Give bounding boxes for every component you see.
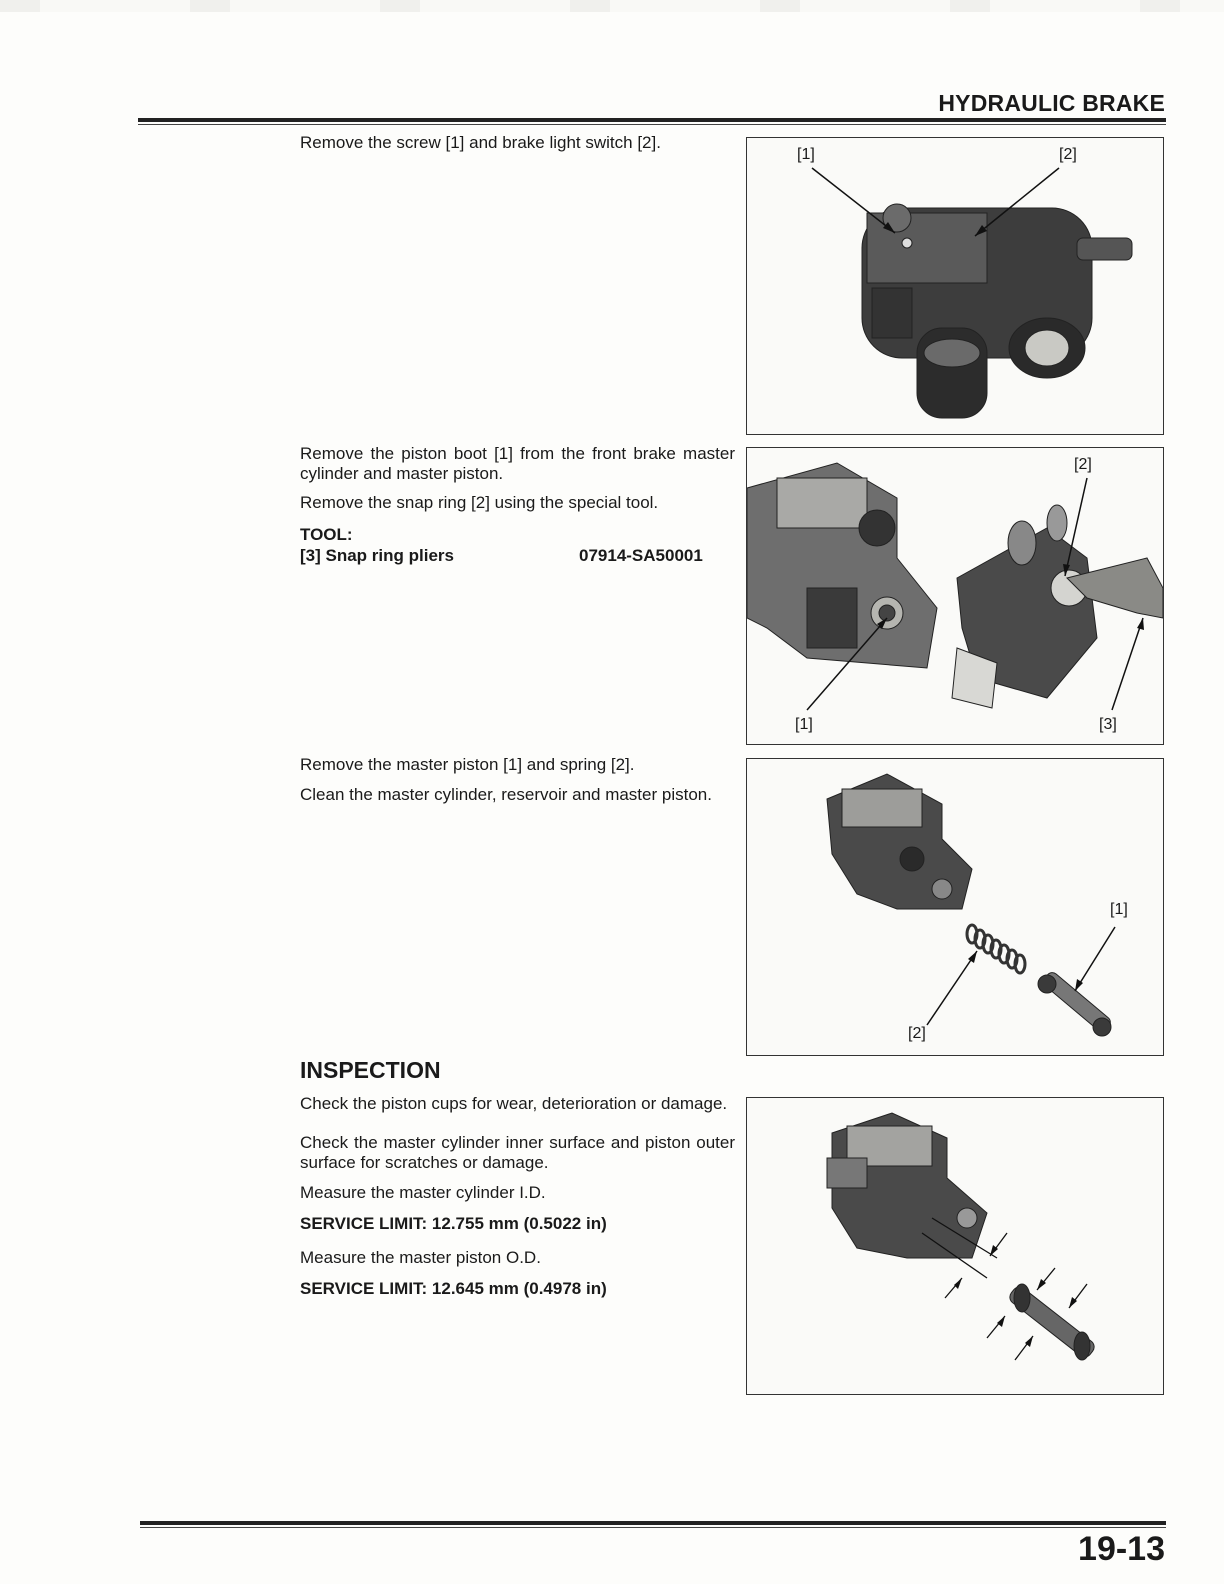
step1-text: Remove the screw [1] and brake light switch [2].	[300, 133, 661, 152]
footer-rule-thin	[140, 1527, 1166, 1528]
callout-2: [2]	[1074, 456, 1092, 473]
footer-rule	[140, 1521, 1166, 1525]
callout-3: [3]	[1099, 716, 1117, 733]
header-rule-thin	[138, 124, 1166, 125]
step2-text-2: Remove the snap ring [2] using the special tool.	[300, 493, 659, 512]
step3-text-2: Clean the master cylinder, reservoir and master piston.	[300, 785, 712, 804]
tool-heading: TOOL:	[300, 525, 353, 544]
callout-2: [2]	[908, 1025, 926, 1042]
figure-piston-boot-snap-ring	[746, 447, 1164, 745]
callout-1: [1]	[795, 716, 813, 733]
inspection-text-2: Check the master cylinder inner surface and piston outer surface for scratches or damage.	[300, 1133, 735, 1172]
section-title: HYDRAULIC BRAKE	[938, 90, 1165, 116]
inspection-text-3: Measure the master cylinder I.D.	[300, 1183, 546, 1202]
tool-number: 07914-SA50001	[579, 546, 703, 565]
snap-ring-illustration	[747, 448, 1163, 744]
header-rule	[138, 118, 1166, 122]
figure-master-piston-spring	[746, 758, 1164, 1056]
master-cylinder-switch-illustration	[747, 138, 1163, 434]
measurement-illustration	[747, 1098, 1163, 1394]
inspection-text-4: Measure the master piston O.D.	[300, 1248, 541, 1267]
callout-2: [2]	[1059, 146, 1077, 163]
inspection-heading: INSPECTION	[300, 1057, 441, 1083]
page-number: 19-13	[1078, 1530, 1165, 1568]
figure-measurement	[746, 1097, 1164, 1395]
scan-edge	[0, 0, 1224, 12]
figure-brake-light-switch	[746, 137, 1164, 435]
piston-spring-illustration	[747, 759, 1163, 1055]
service-limit-2: SERVICE LIMIT: 12.645 mm (0.4978 in)	[300, 1279, 607, 1298]
service-limit-1: SERVICE LIMIT: 12.755 mm (0.5022 in)	[300, 1214, 607, 1233]
tool-name: [3] Snap ring pliers	[300, 546, 454, 565]
inspection-text-1: Check the piston cups for wear, deterioration or damage.	[300, 1094, 728, 1113]
step3-text-1: Remove the master piston [1] and spring [2].	[300, 755, 635, 774]
callout-1: [1]	[797, 146, 815, 163]
step2-text-1: Remove the piston boot [1] from the front brake master cylinder and master piston.	[300, 444, 735, 483]
callout-1: [1]	[1110, 901, 1128, 918]
